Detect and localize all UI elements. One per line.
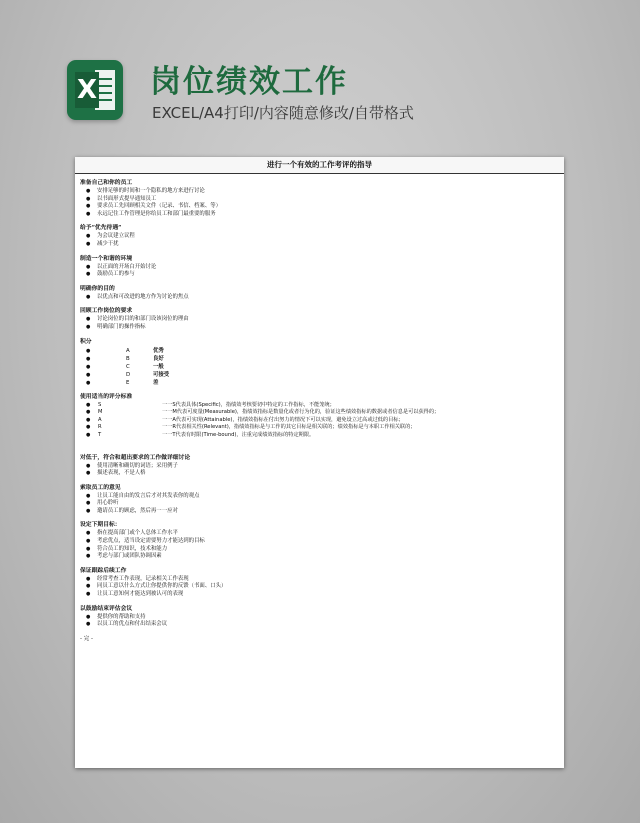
section-environment bbox=[80, 255, 560, 279]
smart-row: ● R 一一R代表相关性(Relevant)，指绩效指标是与工作的其它目标是相关联的；绩效指标是与本职工作相关联的； bbox=[80, 424, 560, 432]
bullet-icon: ● bbox=[86, 409, 91, 416]
section-title: 设定下期目标： bbox=[80, 522, 121, 529]
list-item: ● 明确部门的操作指标 bbox=[86, 323, 146, 330]
section-closing bbox=[80, 605, 560, 629]
section-title: 准备自己和你的员工 bbox=[80, 180, 133, 186]
list-item: ● 要求员工先回顾相关文件（记录、书信、档案、等） bbox=[86, 203, 221, 210]
section-title: 制造一个和谐的环境 bbox=[80, 255, 133, 262]
grade-row: ● B 良好 bbox=[80, 355, 560, 363]
bullet-icon: ● bbox=[86, 293, 91, 300]
bullet-icon: ● bbox=[86, 500, 91, 507]
bullet-icon: ● bbox=[86, 363, 91, 370]
list-item: ● 讨论岗位的目的和部门设该岗位的理由 bbox=[86, 316, 189, 323]
bullet-icon: ● bbox=[86, 462, 91, 469]
list-item: ● 用心聆听 bbox=[86, 500, 119, 507]
header bbox=[0, 0, 640, 150]
section-goals bbox=[80, 521, 560, 560]
section-title: 明确你的目的 bbox=[80, 285, 115, 292]
list-item: ● 指在提高部门或个人总体工作水平 bbox=[86, 530, 178, 537]
list-item: ● 同员工意以什么方式让你提供你的反馈（书面、口头） bbox=[86, 583, 227, 590]
bullet-icon: ● bbox=[86, 271, 91, 278]
section-title: 积分 bbox=[80, 338, 92, 345]
bullet-icon: ● bbox=[86, 507, 91, 514]
bullet-icon: ● bbox=[86, 553, 91, 560]
bullet-icon: ● bbox=[86, 347, 91, 354]
list-item: ● 让员工意知何才能达到被认可的表现 bbox=[86, 591, 184, 598]
bullet-icon: ● bbox=[86, 431, 91, 438]
bullet-icon: ● bbox=[86, 530, 91, 537]
page-subtitle: EXCEL/A4打印/内容随意修改/自带格式 bbox=[152, 104, 414, 122]
list-item: ● 经常考查工作表现，记录相关工作表现 bbox=[86, 575, 189, 582]
bullet-icon: ● bbox=[86, 621, 91, 628]
bullet-icon: ● bbox=[86, 195, 91, 202]
section-title: 以鼓励结束评估会议 bbox=[80, 605, 133, 612]
section-priority bbox=[80, 224, 560, 248]
bullet-icon: ● bbox=[86, 371, 91, 378]
document-content bbox=[75, 174, 564, 643]
section-discussion bbox=[80, 454, 560, 478]
bullet-icon: ● bbox=[86, 416, 91, 423]
list-item: ● 以书面形式提早通知员工 bbox=[86, 195, 157, 202]
section-title: 使用适当的评分标准 bbox=[80, 393, 133, 400]
section-requirements bbox=[80, 307, 560, 331]
list-item: ● 让员工能自由的发言后才对其发表你的观点 bbox=[86, 492, 200, 499]
bullet-icon: ● bbox=[86, 263, 91, 270]
grade-row: ● C 一般 bbox=[80, 363, 560, 371]
excel-icon bbox=[67, 60, 123, 120]
list-item: ● 减少干扰 bbox=[86, 240, 119, 247]
smart-row: ● A 一一A代表可实现(Attainable)，指绩效指标在付出努力的情况下可以实现，避免设立过高或过低的目标； bbox=[80, 417, 560, 425]
section-title: 索取员工的意见 bbox=[80, 484, 121, 491]
bullet-icon: ● bbox=[86, 401, 91, 408]
bullet-icon: ● bbox=[86, 492, 91, 499]
bullet-icon: ● bbox=[86, 233, 91, 240]
page-title: 岗位绩效工作 bbox=[150, 64, 348, 100]
list-item: ● 符合员工的知识，技术和能力 bbox=[86, 545, 168, 552]
grade-row: ● E 差 bbox=[80, 379, 560, 387]
list-item: ● 考虑优点，适当设定需要努力才能达到的目标 bbox=[86, 538, 205, 545]
section-grading bbox=[80, 338, 560, 387]
section-title: 保证跟踪后续工作 bbox=[80, 567, 127, 574]
grade-row: ● D 可接受 bbox=[80, 371, 560, 379]
smart-row: ● S 一一S代表具体(Specific)，指绩效考核要切中特定的工作指标，不能笼统； bbox=[80, 402, 560, 410]
grade-row: ● A 优秀 bbox=[80, 347, 560, 355]
bullet-icon: ● bbox=[86, 470, 91, 477]
section-opinion bbox=[80, 484, 560, 516]
list-item: ● 为会议建立议程 bbox=[86, 233, 135, 240]
list-item: ● 永远记住工作管理是你给员工和部门最重要的服务 bbox=[86, 210, 216, 217]
list-item: ● 描述表现，不是人格 bbox=[86, 470, 146, 477]
section-title: 给予“优先待遇” bbox=[80, 225, 122, 232]
section-prepare bbox=[80, 179, 560, 218]
excel-x-glyph: X bbox=[75, 72, 99, 108]
bullet-icon: ● bbox=[86, 575, 91, 582]
bullet-icon: ● bbox=[86, 613, 91, 620]
list-item: ● 以员工的优点和付出结束会议 bbox=[86, 621, 168, 628]
list-item: ● 安排足够的时间和一个隐私的地方来进行讨论 bbox=[86, 188, 205, 194]
list-item: ● 鼓励员工的参与 bbox=[86, 271, 135, 278]
bullet-icon: ● bbox=[86, 424, 91, 431]
section-followup bbox=[80, 567, 560, 599]
bullet-icon: ● bbox=[86, 355, 91, 362]
list-item: ● 考虑与部门或团队协调因素 bbox=[86, 553, 162, 560]
bullet-icon: ● bbox=[86, 538, 91, 545]
bullet-icon: ● bbox=[86, 316, 91, 323]
bullet-icon: ● bbox=[86, 240, 91, 247]
document-end-marker: - 完 - bbox=[80, 635, 93, 642]
bullet-icon: ● bbox=[86, 323, 91, 330]
bullet-icon: ● bbox=[86, 591, 91, 598]
section-purpose bbox=[80, 285, 560, 302]
list-item: ● 以优点和可改进的地方作为讨论的焦点 bbox=[86, 293, 189, 300]
list-item: ● 以正面的开场白开始讨论 bbox=[86, 263, 157, 270]
bullet-icon: ● bbox=[86, 583, 91, 590]
section-smart bbox=[80, 393, 560, 440]
bullet-icon: ● bbox=[86, 188, 91, 194]
smart-row: ● M 一一M代表可度量(Measurable)，指绩效指标是数量化或者行为化的，验证这些绩效指标的数据或者信息是可以获得的； bbox=[80, 409, 560, 417]
list-item: ● 邀请员工的顾虑，然后再一一应对 bbox=[86, 507, 178, 514]
document-page bbox=[75, 157, 564, 768]
bullet-icon: ● bbox=[86, 545, 91, 552]
bullet-icon: ● bbox=[86, 210, 91, 217]
list-item: ● 提供你的帮助和支持 bbox=[86, 613, 146, 620]
bullet-icon: ● bbox=[86, 203, 91, 210]
document-title: 进行一个有效的工作考评的指导 bbox=[75, 157, 564, 174]
section-title: 回顾工作岗位的要求 bbox=[80, 308, 133, 315]
smart-row: ● T 一一T代表有时限(Time-bound)，注重完成绩效指标的特定期限。 bbox=[80, 432, 560, 440]
section-title: 对低于，符合和超出要求的工作做详细讨论 bbox=[80, 454, 191, 461]
bullet-icon: ● bbox=[86, 379, 91, 386]
list-item: ● 使用清晰和确切的词语；采用例子 bbox=[86, 462, 178, 469]
